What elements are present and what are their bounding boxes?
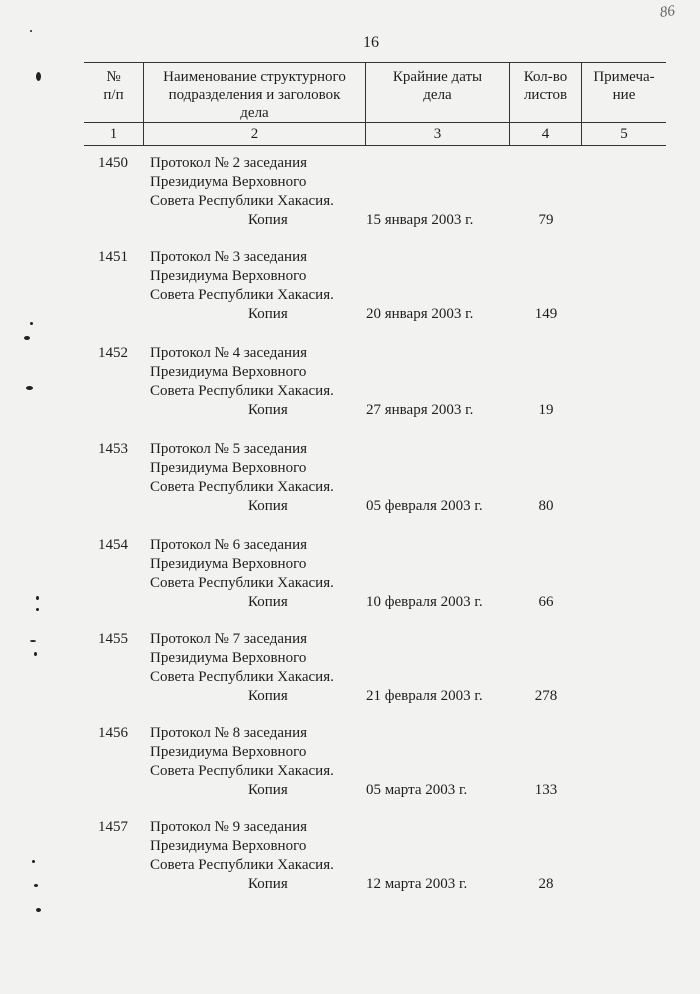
column-number-3: 3 [433,126,442,142]
row-sheets: 66 [538,594,554,610]
row-title-line: Президиума Верховного [150,268,307,284]
row-sheets: 19 [538,402,554,418]
row-title-line: Совета Республики Хакасия. [150,287,334,303]
table-row [0,248,700,340]
header-col-notes [582,68,666,104]
row-title-line: Президиума Верховного [150,460,307,476]
table-row [0,536,700,628]
column-number-5: 5 [620,126,628,142]
scan-speck [34,652,37,656]
header-line: листов [523,87,568,103]
row-copy-label: Копия [248,306,288,322]
header-col-title [144,68,365,122]
scan-speck [36,72,41,81]
header-line: № [106,69,121,85]
table-row [0,344,700,436]
row-title-line: Протокол № 7 заседания [150,631,307,647]
row-title-line: Президиума Верховного [150,174,307,190]
row-number: 1454 [98,537,128,553]
header-line: Крайние даты [392,69,483,85]
row-number: 1453 [98,441,128,457]
table-row [0,724,700,816]
row-title-line: Совета Республики Хакасия. [150,575,334,591]
row-title-line: Президиума Верховного [150,650,307,666]
row-copy-label: Копия [248,212,288,228]
scan-speck [32,860,35,863]
header-line: ние [612,87,636,103]
header-col-number [84,68,143,104]
table-header [84,62,666,146]
row-title-line: Совета Республики Хакасия. [150,763,334,779]
row-date: 05 февраля 2003 г. [366,498,483,514]
scan-speck [36,596,39,600]
row-date: 12 марта 2003 г. [366,876,468,892]
row-number: 1450 [98,155,128,171]
row-sheets: 133 [534,782,558,798]
header-line: Наименование структурного [163,69,346,85]
row-copy-label: Копия [248,688,288,704]
row-date: 27 января 2003 г. [366,402,474,418]
row-title-line: Протокол № 4 заседания [150,345,307,361]
table-row [0,440,700,532]
row-date: 20 января 2003 г. [366,306,474,322]
header-line: Примеча- [593,69,655,85]
row-title-line: Протокол № 2 заседания [150,155,307,171]
row-title-line: Совета Республики Хакасия. [150,383,334,399]
row-date: 05 марта 2003 г. [366,782,468,798]
row-title-line: Совета Республики Хакасия. [150,669,334,685]
table-row [0,630,700,722]
row-sheets: 149 [534,306,558,322]
header-col-dates [366,68,509,104]
row-copy-label: Копия [248,594,288,610]
row-number: 1455 [98,631,128,647]
header-line: п/п [103,87,124,103]
row-title-line: Протокол № 6 заседания [150,537,307,553]
row-number: 1451 [98,249,128,265]
scan-speck [34,884,38,887]
row-title-line: Президиума Верховного [150,744,307,760]
row-sheets: 28 [538,876,554,892]
row-number: 1456 [98,725,128,741]
header-top-rule [84,62,666,63]
header-middle-rule [84,122,666,123]
scan-speck [30,30,32,32]
row-copy-label: Копия [248,876,288,892]
row-copy-label: Копия [248,782,288,798]
row-number: 1457 [98,819,128,835]
column-number-2: 2 [250,126,259,142]
scan-speck [24,336,30,340]
row-title-line: Протокол № 8 заседания [150,725,307,741]
scan-speck [36,908,41,912]
row-title-line: Протокол № 3 заседания [150,249,307,265]
row-title-line: Президиума Верховного [150,364,307,380]
row-sheets: 278 [534,688,558,704]
row-title-line: Протокол № 9 заседания [150,819,307,835]
header-line: дела [423,87,452,103]
scan-speck [36,608,39,611]
row-title-line: Президиума Верховного [150,838,307,854]
header-bottom-rule [84,145,666,146]
row-date: 21 февраля 2003 г. [366,688,483,704]
row-copy-label: Копия [248,498,288,514]
header-line: дела [240,105,269,121]
row-title-line: Совета Республики Хакасия. [150,857,334,873]
header-line: подразделения и заголовок [168,87,341,103]
column-number-4: 4 [541,126,550,142]
row-title-line: Президиума Верховного [150,556,307,572]
row-title-line: Совета Республики Хакасия. [150,193,334,209]
row-sheets: 79 [538,212,554,228]
page-number: 16 [363,34,379,51]
row-sheets: 80 [538,498,554,514]
column-number-1: 1 [109,126,118,142]
row-title-line: Совета Республики Хакасия. [150,479,334,495]
row-title-line: Протокол № 5 заседания [150,441,307,457]
row-date: 15 января 2003 г. [366,212,474,228]
row-copy-label: Копия [248,402,288,418]
row-number: 1452 [98,345,128,361]
table-row [0,818,700,910]
handwritten-sheet-number: 86 [658,3,676,21]
table-row [0,154,700,246]
header-col-sheets [510,68,581,104]
scan-speck [26,386,33,390]
scan-speck [30,322,33,325]
header-line: Кол-во [523,69,568,85]
row-date: 10 февраля 2003 г. [366,594,483,610]
scan-speck [30,640,36,642]
